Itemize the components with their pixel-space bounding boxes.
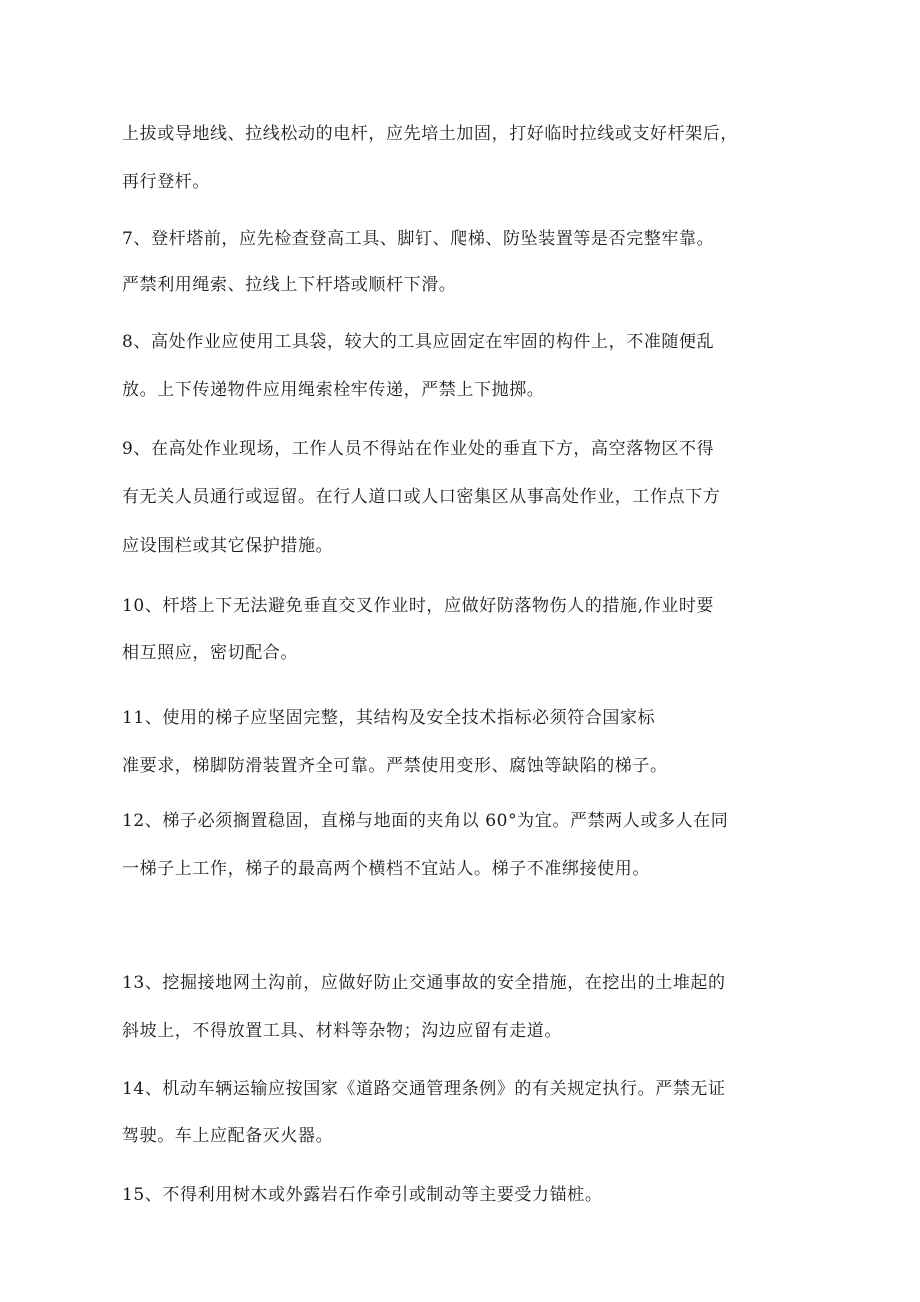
text-line: 应设围栏或其它保护措施。: [122, 536, 334, 556]
text-line: 9、在高处作业现场，工作人员不得站在作业处的垂直下方，高空落物区不得: [122, 439, 715, 459]
text-line: 放。上下传递物件应用绳索栓牢传递，严禁上下抛掷。: [122, 380, 545, 400]
text-line: 有无关人员通行或逗留。在行人道口或人口密集区从事高处作业，工作点下方: [122, 487, 721, 507]
text-line: 15、不得利用树木或外露岩石作牵引或制动等主要受力锚桩。: [122, 1185, 603, 1205]
text-line: 14、机动车辆运输应按国家《道路交通管理条例》的有关规定执行。严禁无证: [122, 1079, 726, 1099]
text-line: 相互照应，密切配合。: [122, 643, 298, 663]
text-line: 驾驶。车上应配备灭火器。: [122, 1126, 334, 1146]
text-line: 再行登杆。: [122, 172, 210, 192]
text-line: 一梯子上工作，梯子的最高两个横档不宜站人。梯子不准绑接使用。: [122, 859, 650, 879]
text-line: 严禁利用绳索、拉线上下杆塔或顺杆下滑。: [122, 275, 457, 295]
text-line: 准要求，梯脚防滑装置齐全可靠。严禁使用变形、腐蚀等缺陷的梯子。: [122, 756, 668, 776]
text-line: 13、挖掘接地网土沟前，应做好防止交通事故的安全措施，在挖出的土堆起的: [122, 973, 726, 993]
text-line: 斜坡上，不得放置工具、材料等杂物；沟边应留有走道。: [122, 1021, 562, 1041]
text-line: 11、使用的梯子应坚固完整，其结构及安全技术指标必须符合国家标: [122, 708, 656, 728]
text-line: 7、登杆塔前，应先检查登高工具、脚钉、爬梯、防坠装置等是否完整牢靠。: [122, 229, 715, 249]
text-line: 12、梯子必须搁置稳固，直梯与地面的夹角以 60°为宜。严禁两人或多人在同: [122, 811, 729, 831]
text-line: 10、杆塔上下无法避免垂直交叉作业时，应做好防落物伤人的措施,作业时要: [122, 596, 715, 616]
text-line: 上拔或导地线、拉线松动的电杆，应先培土加固，打好临时拉线或支好杆架后，: [122, 124, 738, 144]
text-line: 8、高处作业应使用工具袋，较大的工具应固定在牢固的构件上，不准随便乱: [122, 332, 715, 352]
